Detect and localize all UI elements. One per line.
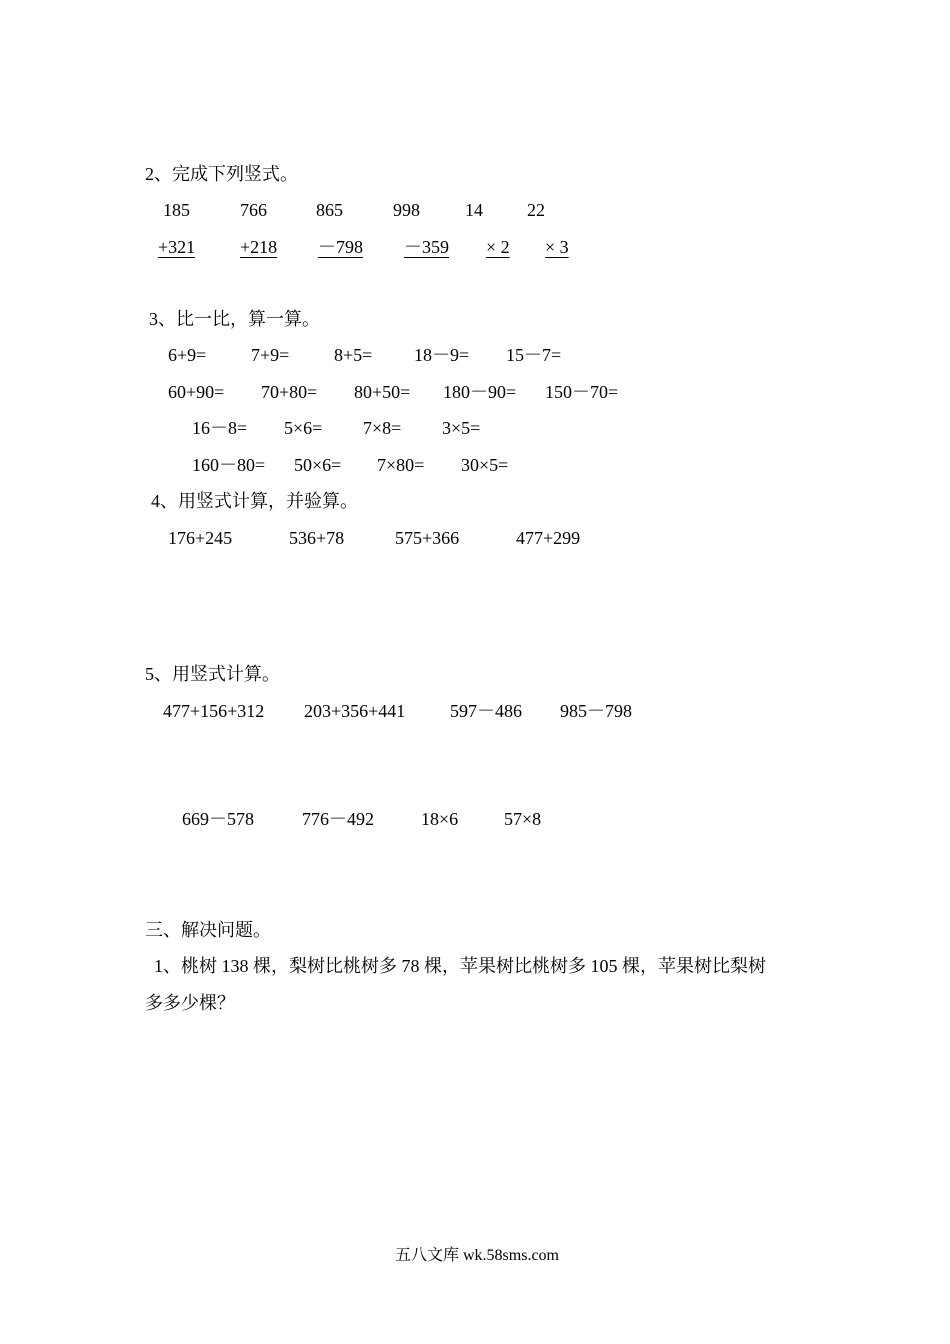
operand-top: 14 bbox=[465, 200, 483, 220]
operand-bottom: －798 bbox=[318, 237, 363, 257]
expression: 776－492 bbox=[302, 809, 374, 829]
operand-top: 998 bbox=[393, 200, 420, 220]
expression: 7×80= bbox=[377, 455, 425, 475]
word-problem-line: 多多少棵？ bbox=[145, 993, 235, 1013]
expression: 80+50= bbox=[354, 382, 411, 402]
section-4-heading: 4、用竖式计算，并验算。 bbox=[151, 491, 358, 511]
operand-bottom: +321 bbox=[158, 237, 196, 257]
expression: 669－578 bbox=[182, 809, 254, 829]
expression: 536+78 bbox=[289, 528, 345, 548]
footer-watermark: 五八文库 wk.58sms.com bbox=[395, 1247, 560, 1264]
expression: 18×6 bbox=[421, 809, 459, 829]
section-2-heading: 2、完成下列竖式。 bbox=[145, 164, 298, 184]
expression: 70+80= bbox=[261, 382, 318, 402]
expression: 18－9= bbox=[414, 345, 470, 365]
expression: 176+245 bbox=[168, 528, 233, 548]
operand-top: 865 bbox=[316, 200, 343, 220]
expression: 7×8= bbox=[363, 418, 402, 438]
operand-bottom: × 3 bbox=[545, 237, 569, 257]
section-5-heading: 5、用竖式计算。 bbox=[145, 664, 280, 684]
part-3-heading: 三、解决问题。 bbox=[145, 920, 271, 940]
expression: 477+156+312 bbox=[163, 701, 265, 721]
expression: 57×8 bbox=[504, 809, 542, 829]
expression: 203+356+441 bbox=[304, 701, 406, 721]
expression: 5×6= bbox=[284, 418, 323, 438]
expression: 60+90= bbox=[168, 382, 225, 402]
expression: 477+299 bbox=[516, 528, 581, 548]
expression: 150－70= bbox=[545, 382, 619, 402]
expression: 15－7= bbox=[506, 345, 562, 365]
expression: 30×5= bbox=[461, 455, 509, 475]
operand-bottom: －359 bbox=[404, 237, 449, 257]
expression: 985－798 bbox=[560, 701, 632, 721]
expression: 6+9= bbox=[168, 345, 207, 365]
expression: 575+366 bbox=[395, 528, 460, 548]
section-3-heading: 3、比一比，算一算。 bbox=[149, 309, 320, 329]
expression: 7+9= bbox=[251, 345, 290, 365]
word-problem-line: 1、桃树 138 棵，梨树比桃树多 78 棵，苹果树比桃树多 105 棵，苹果树比梨树 bbox=[154, 956, 766, 976]
expression: 16－8= bbox=[192, 418, 248, 438]
expression: 160－80= bbox=[192, 455, 266, 475]
expression: 180－90= bbox=[443, 382, 517, 402]
operand-top: 22 bbox=[527, 200, 545, 220]
expression: 597－486 bbox=[450, 701, 522, 721]
operand-bottom: +218 bbox=[240, 237, 278, 257]
operand-top: 766 bbox=[240, 200, 267, 220]
operand-top: 185 bbox=[163, 200, 190, 220]
expression: 50×6= bbox=[294, 455, 342, 475]
operand-bottom: × 2 bbox=[486, 237, 510, 257]
expression: 3×5= bbox=[442, 418, 481, 438]
expression: 8+5= bbox=[334, 345, 373, 365]
